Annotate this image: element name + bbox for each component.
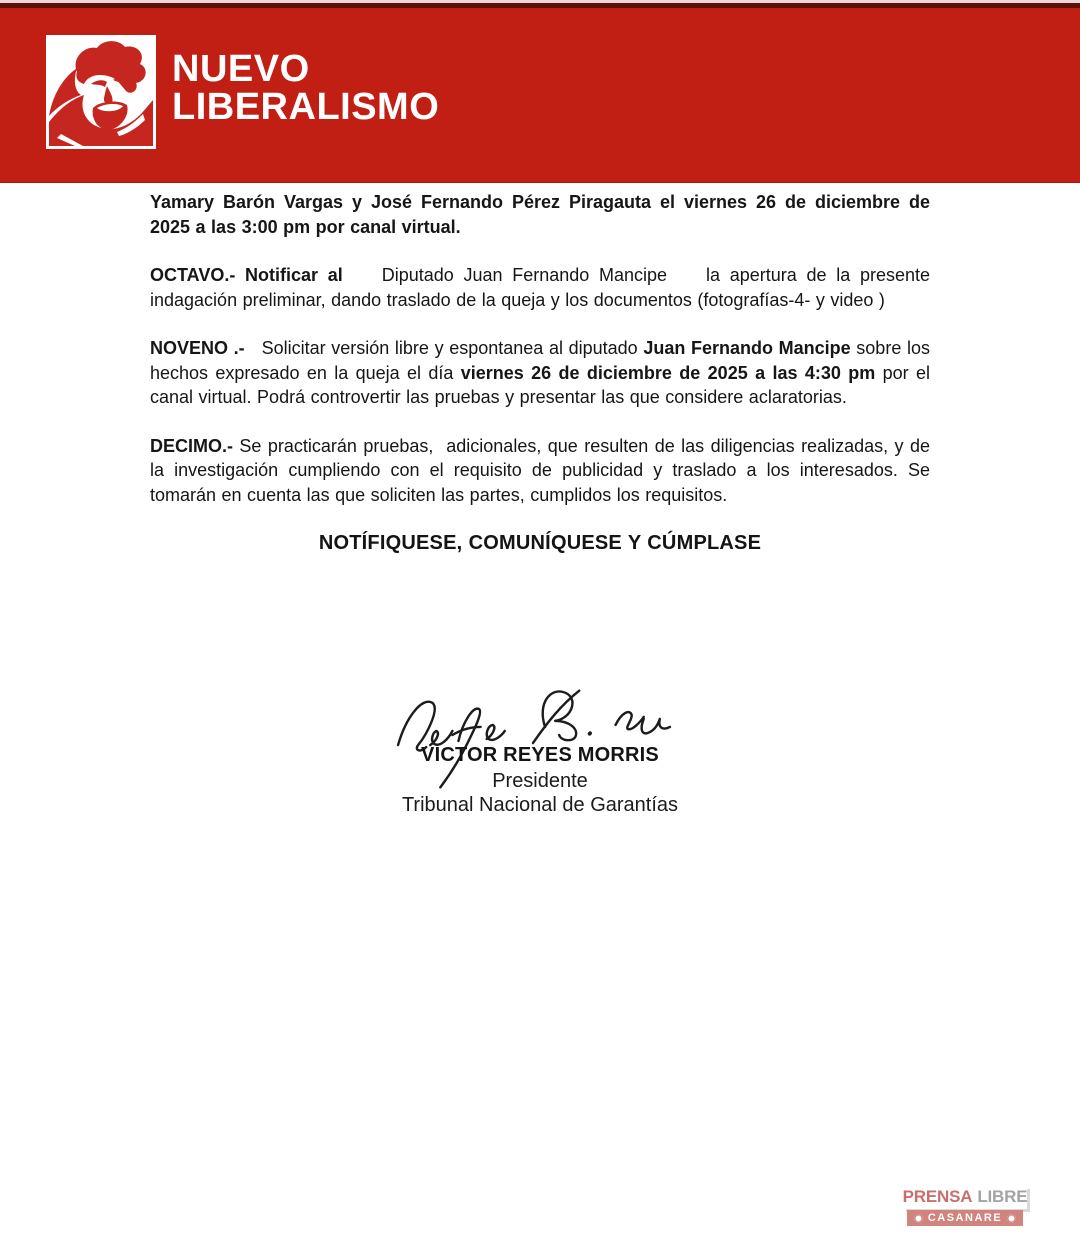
paragraph-octavo: OCTAVO.- Notificar al Diputado Juan Fernando Mancipe la apertura de la presente indagación preliminar, dando traslado de la queja y los documentos (fotografías-4- y video ): [150, 265, 930, 310]
document-paragraphs: [150, 190, 930, 507]
party-name-line2: LIBERALISMO: [172, 86, 440, 128]
party-name-line1: NUEVO: [172, 48, 310, 90]
signer-organization: Tribunal Nacional de Garantías: [401, 794, 679, 816]
paragraph-session-date: Yamary Barón Vargas y José Fernando Pérez Piragauta el viernes 26 de diciembre de 2025 a las 3:00 pm por canal virtual.: [150, 192, 930, 237]
press-watermark: [903, 1186, 1027, 1226]
paragraph-noveno: NOVENO .- Solicitar versión libre y espontanea al diputado Juan Fernando Mancipe sobre los hechos expresado en la queja el día viernes 26 de diciembre de 2025 a las 4:30 pm por el canal virtual. Podrá controvertir las pruebas y presentar las que considere aclaratorias.: [150, 338, 930, 407]
closing-order-line: NOTÍFIQUESE, COMUNÍQUESE Y CÚMPLASE: [318, 532, 762, 554]
watermark-region-label: CASANARE: [927, 1212, 1003, 1224]
party-logo: [46, 35, 156, 149]
watermark-title: [903, 1186, 1027, 1209]
party-name: [172, 50, 439, 126]
signer-title: Presidente: [492, 770, 588, 792]
document-body: [150, 190, 930, 556]
galan-shouting-portrait-icon: [49, 38, 153, 146]
letterhead-banner: [0, 8, 1080, 183]
watermark-word2: LIBRE: [977, 1187, 1028, 1206]
watermark-region-bar: [907, 1210, 1023, 1226]
bullseye-circle-icon: [1007, 1214, 1016, 1223]
paragraph-decimo: DECIMO.- Se practicarán pruebas, adicionales, que resulten de las diligencias realizadas, y de la investigación cumpliendo con el requisito de publicidad y traslado a los interesados. Se tomarán en cuenta las que soliciten las partes, cumplidos los requisitos.: [150, 435, 930, 505]
watermark-word1: PRENSA: [902, 1187, 973, 1206]
signer-name: VICTOR REYES MORRIS: [421, 744, 659, 766]
bullseye-circle-icon: [914, 1214, 923, 1223]
